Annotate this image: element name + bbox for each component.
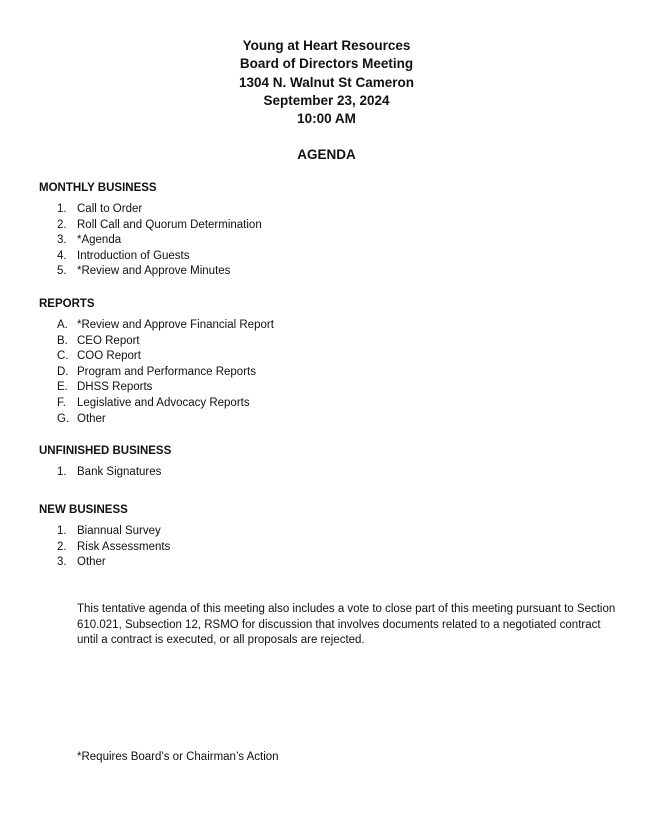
meeting-address: 1304 N. Walnut St Cameron	[238, 74, 415, 90]
monthly-business-list	[57, 202, 262, 280]
list-marker: 1.	[57, 203, 67, 215]
organization-name: Young at Heart Resources	[242, 38, 411, 53]
document-header	[0, 37, 653, 128]
list-marker: 4.	[57, 249, 67, 262]
list-item-text: Introduction of Guests	[77, 249, 190, 262]
list-item-text: Call to Order	[77, 203, 143, 215]
section-heading-new-business: NEW BUSINESS	[39, 504, 128, 516]
list-item-text: Other	[77, 556, 106, 569]
list-item	[57, 380, 274, 396]
agenda-title: AGENDA	[297, 147, 356, 162]
list-item-text: CEO Report	[77, 334, 140, 347]
list-item	[57, 396, 274, 412]
list-item	[57, 555, 170, 571]
list-item	[57, 524, 170, 540]
meeting-date: September 23, 2024	[263, 92, 390, 108]
section-heading-reports: REPORTS	[39, 298, 95, 310]
action-footnote: *Requires Board’s or Chairman’s Action	[77, 751, 279, 763]
list-marker: A.	[57, 319, 68, 331]
list-item-text: Program and Performance Reports	[77, 365, 256, 378]
list-marker: F.	[57, 396, 66, 409]
list-marker: 1.	[57, 466, 67, 478]
list-item	[57, 202, 262, 218]
new-business-list	[57, 524, 170, 571]
list-item	[57, 365, 274, 381]
list-item	[57, 334, 274, 350]
list-marker: 2.	[57, 540, 67, 553]
list-item-text: COO Report	[77, 350, 141, 363]
list-item-text: DHSS Reports	[77, 381, 153, 394]
list-item-text: *Agenda	[77, 234, 122, 247]
list-item-text: Legislative and Advocacy Reports	[77, 396, 250, 409]
list-item	[57, 465, 161, 481]
list-marker: 3.	[57, 556, 67, 569]
list-marker: 2.	[57, 218, 67, 231]
list-marker: 3.	[57, 234, 67, 247]
unfinished-business-list	[57, 465, 161, 481]
list-marker: 1.	[57, 525, 67, 537]
list-item	[57, 349, 274, 365]
section-heading-monthly-business: MONTHLY BUSINESS	[39, 182, 157, 194]
list-item-text: Biannual Survey	[77, 525, 161, 537]
list-marker: G.	[57, 412, 70, 425]
list-marker: E.	[57, 381, 68, 394]
list-item	[57, 218, 262, 234]
list-item-text: Roll Call and Quorum Determination	[77, 218, 262, 231]
list-item-text: Bank Signatures	[77, 466, 162, 478]
list-item	[57, 233, 262, 249]
list-marker: C.	[57, 350, 69, 363]
section-heading-unfinished-business: UNFINISHED BUSINESS	[39, 445, 172, 457]
list-marker: B.	[57, 334, 68, 347]
list-item	[57, 249, 262, 265]
list-item	[57, 264, 262, 280]
list-item	[57, 412, 274, 428]
list-item-text: Risk Assessments	[77, 540, 171, 553]
list-item	[57, 540, 170, 556]
list-item-text: *Review and Approve Minutes	[77, 265, 231, 278]
list-item	[57, 318, 274, 334]
list-item-text: *Review and Approve Financial Report	[77, 319, 274, 331]
reports-list	[57, 318, 274, 427]
list-marker: 5.	[57, 265, 67, 278]
meeting-name: Board of Directors Meeting	[239, 56, 414, 72]
list-item-text: Other	[77, 412, 106, 425]
meeting-time: 10:00 AM	[297, 111, 356, 127]
closed-session-notice: This tentative agenda of this meeting also includes a vote to close part of this meeting pursuant to Section 610.021, Subsection 12, RSMO for discussion that involves documents related to a negotiated contract until a contract is executed, or all proposals are rejected.	[77, 603, 616, 647]
list-marker: D.	[57, 365, 69, 378]
